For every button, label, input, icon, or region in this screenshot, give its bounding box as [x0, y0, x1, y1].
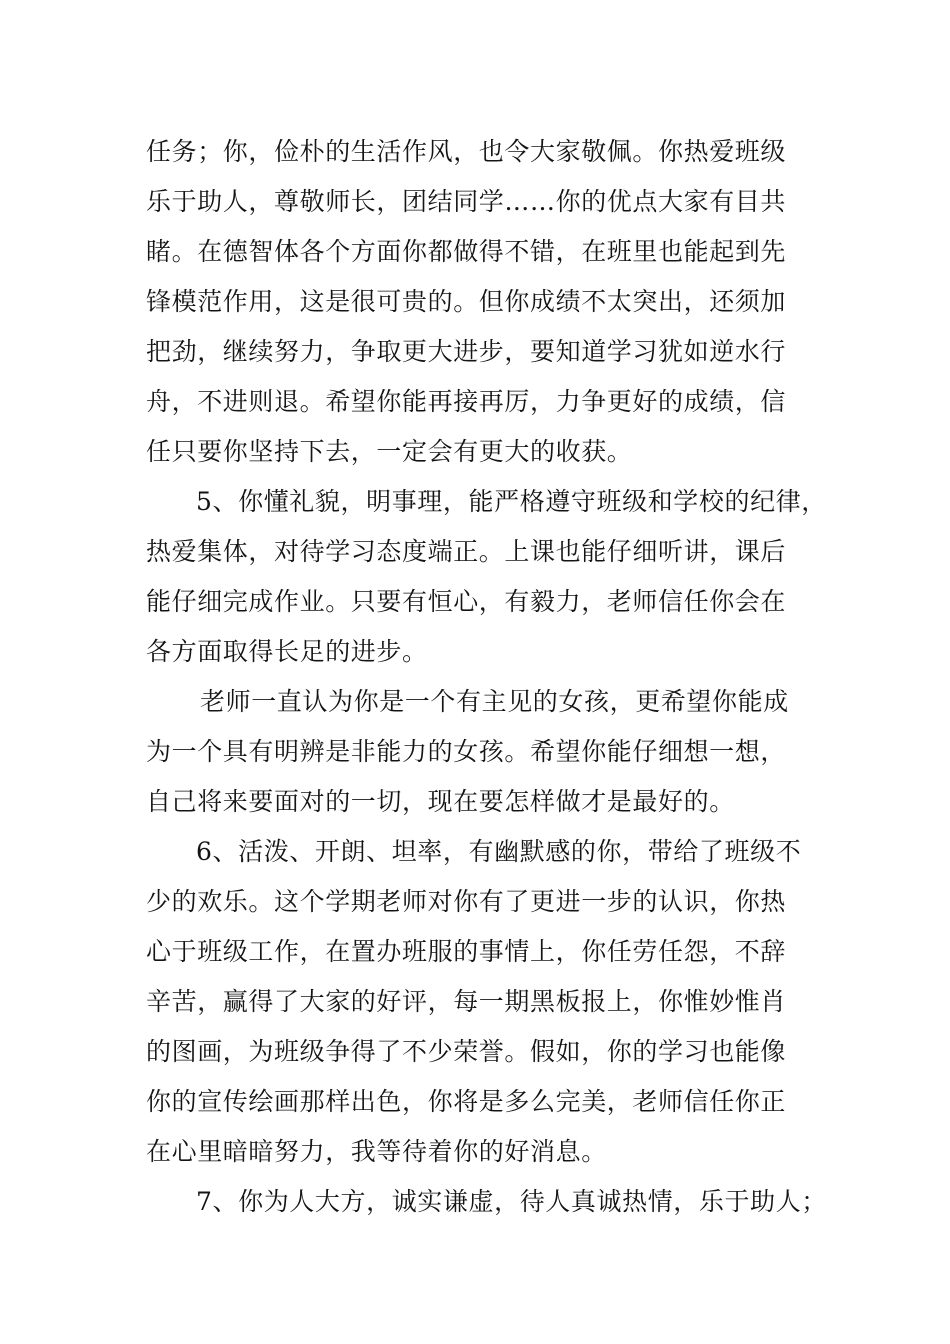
- text-line: 自己将来要面对的一切，现在要怎样做才是最好的。: [146, 787, 735, 816]
- text-line: 为一个具有明辨是非能力的女孩。希望你能仔细想一想，: [146, 737, 787, 766]
- text-line: 睹。在德智体各个方面你都做得不错，在班里也能起到先: [146, 237, 787, 266]
- text-line: 7、你为人大方，诚实谦虚，待人真诚热情，乐于助人；: [196, 1187, 827, 1216]
- text-line: 6、活泼、开朗、坦率，有幽默感的你，带给了班级不: [196, 837, 802, 866]
- text-line: 在心里暗暗努力，我等待着你的好消息。: [146, 1137, 607, 1166]
- text-line: 任务；你，俭朴的生活作风，也令大家敬佩。你热爱班级: [146, 137, 787, 166]
- text-line: 少的欢乐。这个学期老师对你有了更进一步的认识，你热: [146, 887, 787, 916]
- text-line: 锋模范作用，这是很可贵的。但你成绩不太突出，还须加: [146, 287, 787, 316]
- text-line: 舟，不进则退。希望你能再接再厉，力争更好的成绩，信: [146, 387, 787, 416]
- text-line: 把劲，继续努力，争取更大进步，要知道学习犹如逆水行: [146, 337, 787, 366]
- text-line: 老师一直认为你是一个有主见的女孩，更希望你能成: [200, 687, 789, 716]
- text-line: 的图画，为班级争得了不少荣誉。假如，你的学习也能像: [146, 1037, 787, 1066]
- text-line: 任只要你坚持下去，一定会有更大的收获。: [146, 437, 633, 466]
- text-line: 你的宣传绘画那样出色，你将是多么完美，老师信任你正: [146, 1087, 787, 1116]
- text-line: 辛苦，赢得了大家的好评，每一期黑板报上，你惟妙惟肖: [146, 987, 787, 1016]
- text-line: 能仔细完成作业。只要有恒心，有毅力，老师信任你会在: [146, 587, 787, 616]
- text-line: 5、你懂礼貌，明事理，能严格遵守班级和学校的纪律，: [196, 487, 827, 516]
- text-line: 心于班级工作，在置办班服的事情上，你任劳任怨，不辞: [146, 937, 787, 966]
- text-line: 热爱集体，对待学习态度端正。上课也能仔细听讲，课后: [146, 537, 787, 566]
- text-line: 各方面取得长足的进步。: [146, 637, 428, 666]
- text-line: 乐于助人，尊敬师长，团结同学……你的优点大家有目共: [146, 187, 787, 216]
